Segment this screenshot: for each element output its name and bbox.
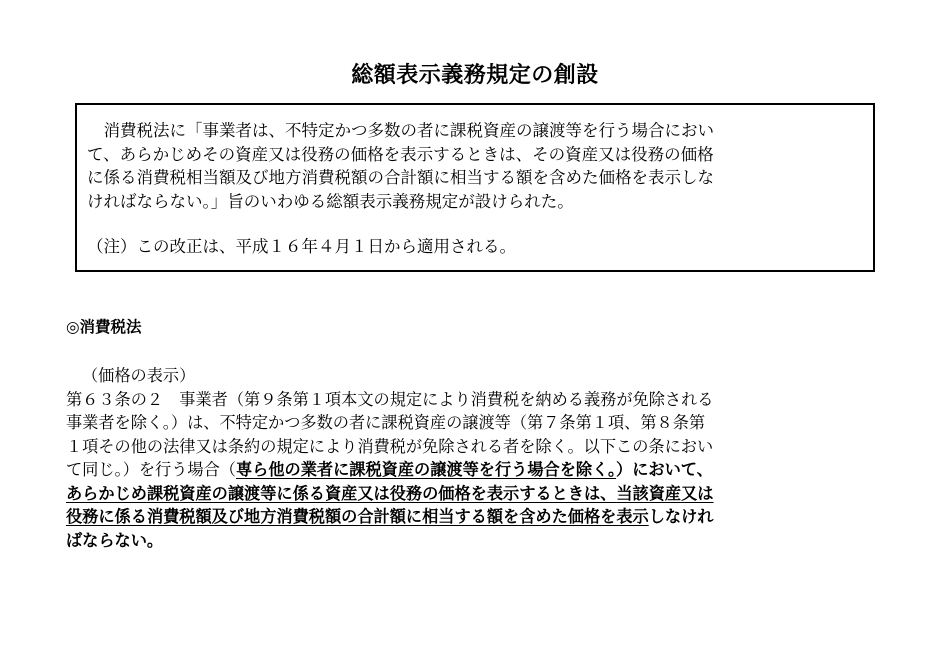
summary-line: に係る消費税相当額及び地方消費税額の合計額に相当する額を含めた価格を表示しな bbox=[87, 168, 714, 187]
article-text-segment: 第６３条の２ 事業者（第９条第１項本文の規定により消費税を納める義務が免除される bbox=[66, 389, 714, 409]
article-line bbox=[66, 411, 896, 435]
article-line bbox=[66, 388, 896, 412]
article-line bbox=[66, 482, 896, 506]
article-text-segment: しなけれ bbox=[648, 507, 714, 526]
underlined-text: 専ら他の業者に課税資産の譲渡等を行う場合を除く。 bbox=[235, 460, 617, 479]
summary-line: ければならない。」旨のいわゆる総額表示義務規定が設けられた。 bbox=[87, 191, 574, 211]
article-line bbox=[66, 458, 896, 482]
article-line bbox=[66, 435, 896, 459]
underlined-text: 役務に係る bbox=[66, 507, 147, 526]
summary-line: て、あらかじめその資産又は役務の価格を表示するときは、その資産又は役務の価格 bbox=[87, 144, 714, 164]
article-text-segment: ばならない。 bbox=[66, 530, 164, 550]
article-text-segment: １項その他の法律又は条約の規定により消費税が免除される者を除く。以下この条におい bbox=[66, 436, 714, 456]
underlined-text: 消費税額及び地方消費税額の合計額に相当する額を含めた価格を表示 bbox=[146, 507, 649, 526]
article-text-segment: ）において、 bbox=[616, 460, 713, 479]
underlined-text: 当該資産又は bbox=[616, 483, 714, 503]
article-text-segment: て同じ。）を行う場合（ bbox=[66, 460, 236, 479]
summary-box bbox=[75, 103, 875, 272]
underlined-text: あらかじめ bbox=[66, 483, 147, 503]
article-text bbox=[66, 364, 896, 552]
underlined-text: 課税資産の譲渡等に係る資産又は役務の価格を表示するときは、 bbox=[146, 483, 617, 503]
article-line bbox=[66, 505, 896, 529]
article-line bbox=[66, 529, 896, 553]
article-text-segment: 事業者を除く。）は、不特定かつ多数の者に課税資産の譲渡等（第７条第１項、第８条第 bbox=[66, 413, 706, 432]
article-caption: （価格の表示） bbox=[82, 366, 196, 385]
article-body bbox=[66, 388, 896, 553]
summary-line: 消費税法に「事業者は、不特定かつ多数の者に課税資産の譲渡等を行う場合におい bbox=[87, 121, 714, 140]
summary-note: （注）この改正は、平成１６年４月１日から適用される。 bbox=[87, 237, 516, 256]
summary-text bbox=[87, 119, 859, 213]
law-heading: ◎消費税法 bbox=[66, 318, 142, 336]
page-title: 総額表示義務規定の創設 bbox=[351, 63, 599, 88]
